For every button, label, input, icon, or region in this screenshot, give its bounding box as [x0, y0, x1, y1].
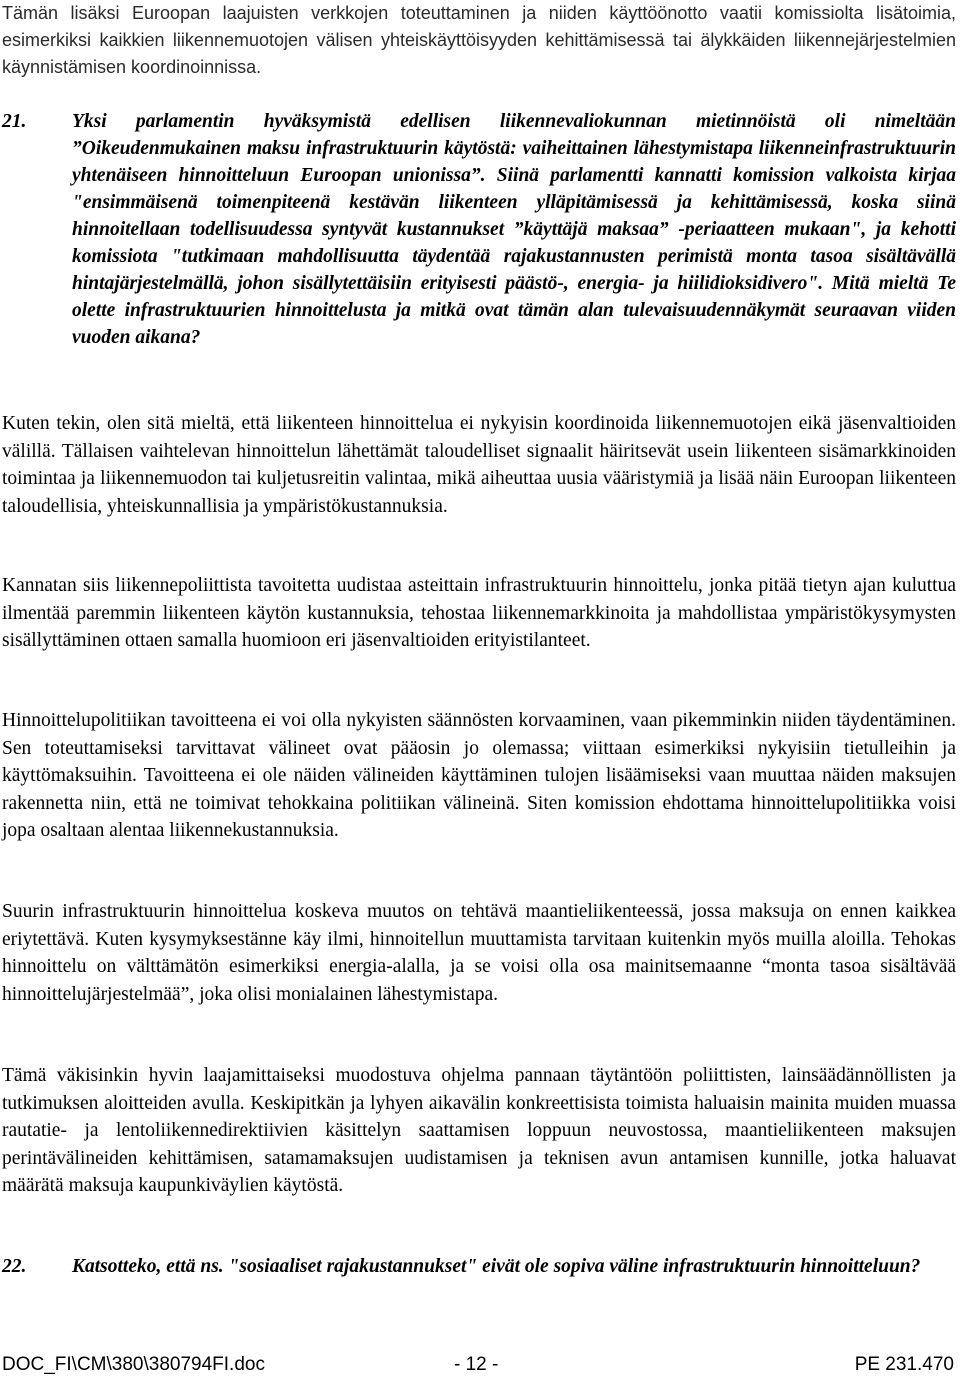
answer-paragraph-4: Suurin infrastruktuurin hinnoittelua koskeva muutos on tehtävä maantieliikenteessä, jossa maksuja on ennen kaikkea eriytettävä. Kuten kysymyksestänne käy ilmi, hinnoitellun muuttamista tarvitaan kuitenkin myös muilla aloilla. Tehokas hinnoittelu on välttämätön esimerkiksi energia-alalla, ja se voisi olla osa mainitsemaanne “monta tasoa sisältävää hinnoittelujärjestelmää”, joka olisi monialainen lähestymistapa.: [2, 901, 956, 1005]
question-text: Katsotteko, että ns. "sosiaaliset rajakustannukset" eivät ole sopiva väline infrastruktuurin hinnoitteluun?: [72, 1256, 921, 1277]
answer-paragraph-3: Hinnoittelupolitiikan tavoitteena ei voi olla nykyisten säännösten korvaaminen, vaan pikemminkin niiden täydentäminen. Sen toteuttamiseksi tarvittavat välineet ovat pääosin jo olemassa; viittaan esimerkiksi nykyisiin tietulleihin ja käyttömaksuihin. Tavoitteena ei ole näiden välineiden käyttäminen tulojen lisäämiseksi vaan muuttaa näiden maksujen rakennetta niin, että ne toimivat tehokkaina politiikan välineinä. Siten komission ehdottama hinnoittelupolitiikka voisi jopa osaltaan alentaa liikennekustannuksia.: [2, 710, 956, 841]
answer-paragraph-2: Kannatan siis liikennepoliittista tavoitetta uudistaa asteittain infrastruktuurin hinnoittelu, jonka pitää tietyn ajan kuluttua ilmentää paremmin liikenteen käytön kustannuksia, tehostaa liikennemarkkinoita ja mahdollistaa ympäristökysymysten sisällyttäminen ottaen samalla huomioon eri jäsenvaltioiden erityistilanteet.: [2, 575, 956, 651]
page-footer: [2, 1351, 956, 1379]
intro-paragraph: Tämän lisäksi Euroopan laajuisten verkkojen toteuttaminen ja niiden käyttöönotto vaatii komissiolta lisätoimia, esimerkiksi kaikkien liikennemuotojen välisen yhteiskäyttöisyyden kehittämisessä tai älykkäiden liikennejärjestelmien käynnistämisen koordinoinnissa.: [2, 3, 956, 77]
answer-paragraph-5: Tämä väkisinkin hyvin laajamittaiseksi muodostuva ohjelma pannaan täytäntöön poliittisten, lainsäädännöllisten ja tutkimuksen aloitteiden avulla. Keskipitkän ja lyhyen aikavälin konkreettisista toimista haluaisin mainita muiden muassa rautatie- ja lentoliikennedirektiivien käsittelyn saattamisen loppuun neuvostossa, maantieliikenteen maksujen perintävälineiden kehittämisen, satamamaksujen uudistamisen ja teknisen avun antamisen kunnille, jotka haluavat määrätä maksuja kaupunkiväylien käytöstä.: [2, 1065, 956, 1196]
question-number: 21.: [2, 111, 27, 132]
question-number: 22.: [2, 1256, 27, 1277]
question-21: [2, 108, 956, 351]
footer-pe-reference: PE 231.470: [854, 1354, 954, 1375]
footer-page-number: - 12 -: [454, 1354, 499, 1375]
footer-doc-reference: DOC_FI\CM\380\380794FI.doc: [2, 1354, 265, 1375]
answer-paragraph-1: Kuten tekin, olen sitä mieltä, että liikenteen hinnoittelua ei nykyisin koordinoida liikennemuotojen eikä jäsenvaltioiden välillä. Tällaisen vaihtelevan hinnoittelun lähettämät taloudelliset signaalit häiritsevät usein liikenteen sisämarkkinoiden toimintaa ja liikennemuodon tai kuljetusreitin valintaa, mikä aiheuttaa uusia vääristymiä ja lisää näin Euroopan liikenteen taloudellisia, yhteiskunnallisia ja ympäristökustannuksia.: [2, 413, 956, 517]
question-22: [2, 1253, 956, 1280]
question-text: Yksi parlamentin hyväksymistä edellisen liikennevaliokunnan mietinnöistä oli nimeltään ”Oikeudenmukainen maksu infrastruktuurin käytöstä: vaiheittainen lähestymistapa liikenneinfrastruktuurin yhtenäiseen hinnoitteluun Euroopan unionissa”. Siinä parlamentti kannatti komission valkoista kirjaa "ensimmäisenä toimenpiteenä kestävän liikenteen ylläpitämisessä ja kehittämisessä, koska siinä hinnoitellaan todellisuudessa syntyvät kustannukset ”käyttäjä maksaa” -periaatteen mukaan", ja kehotti komissiota "tutkimaan mahdollisuutta täydentää rajakustannusten perimistä monta tasoa sisältävällä hintajärjestelmällä, johon sisällytettäisiin erityisesti päästö-, energia- ja hiilidioksidivero". Mitä mieltä Te olette infrastruktuurien hinnoittelusta ja mitkä ovat tämän alan tulevaisuudennäkymät seuraavan viiden vuoden aikana?: [72, 111, 956, 348]
